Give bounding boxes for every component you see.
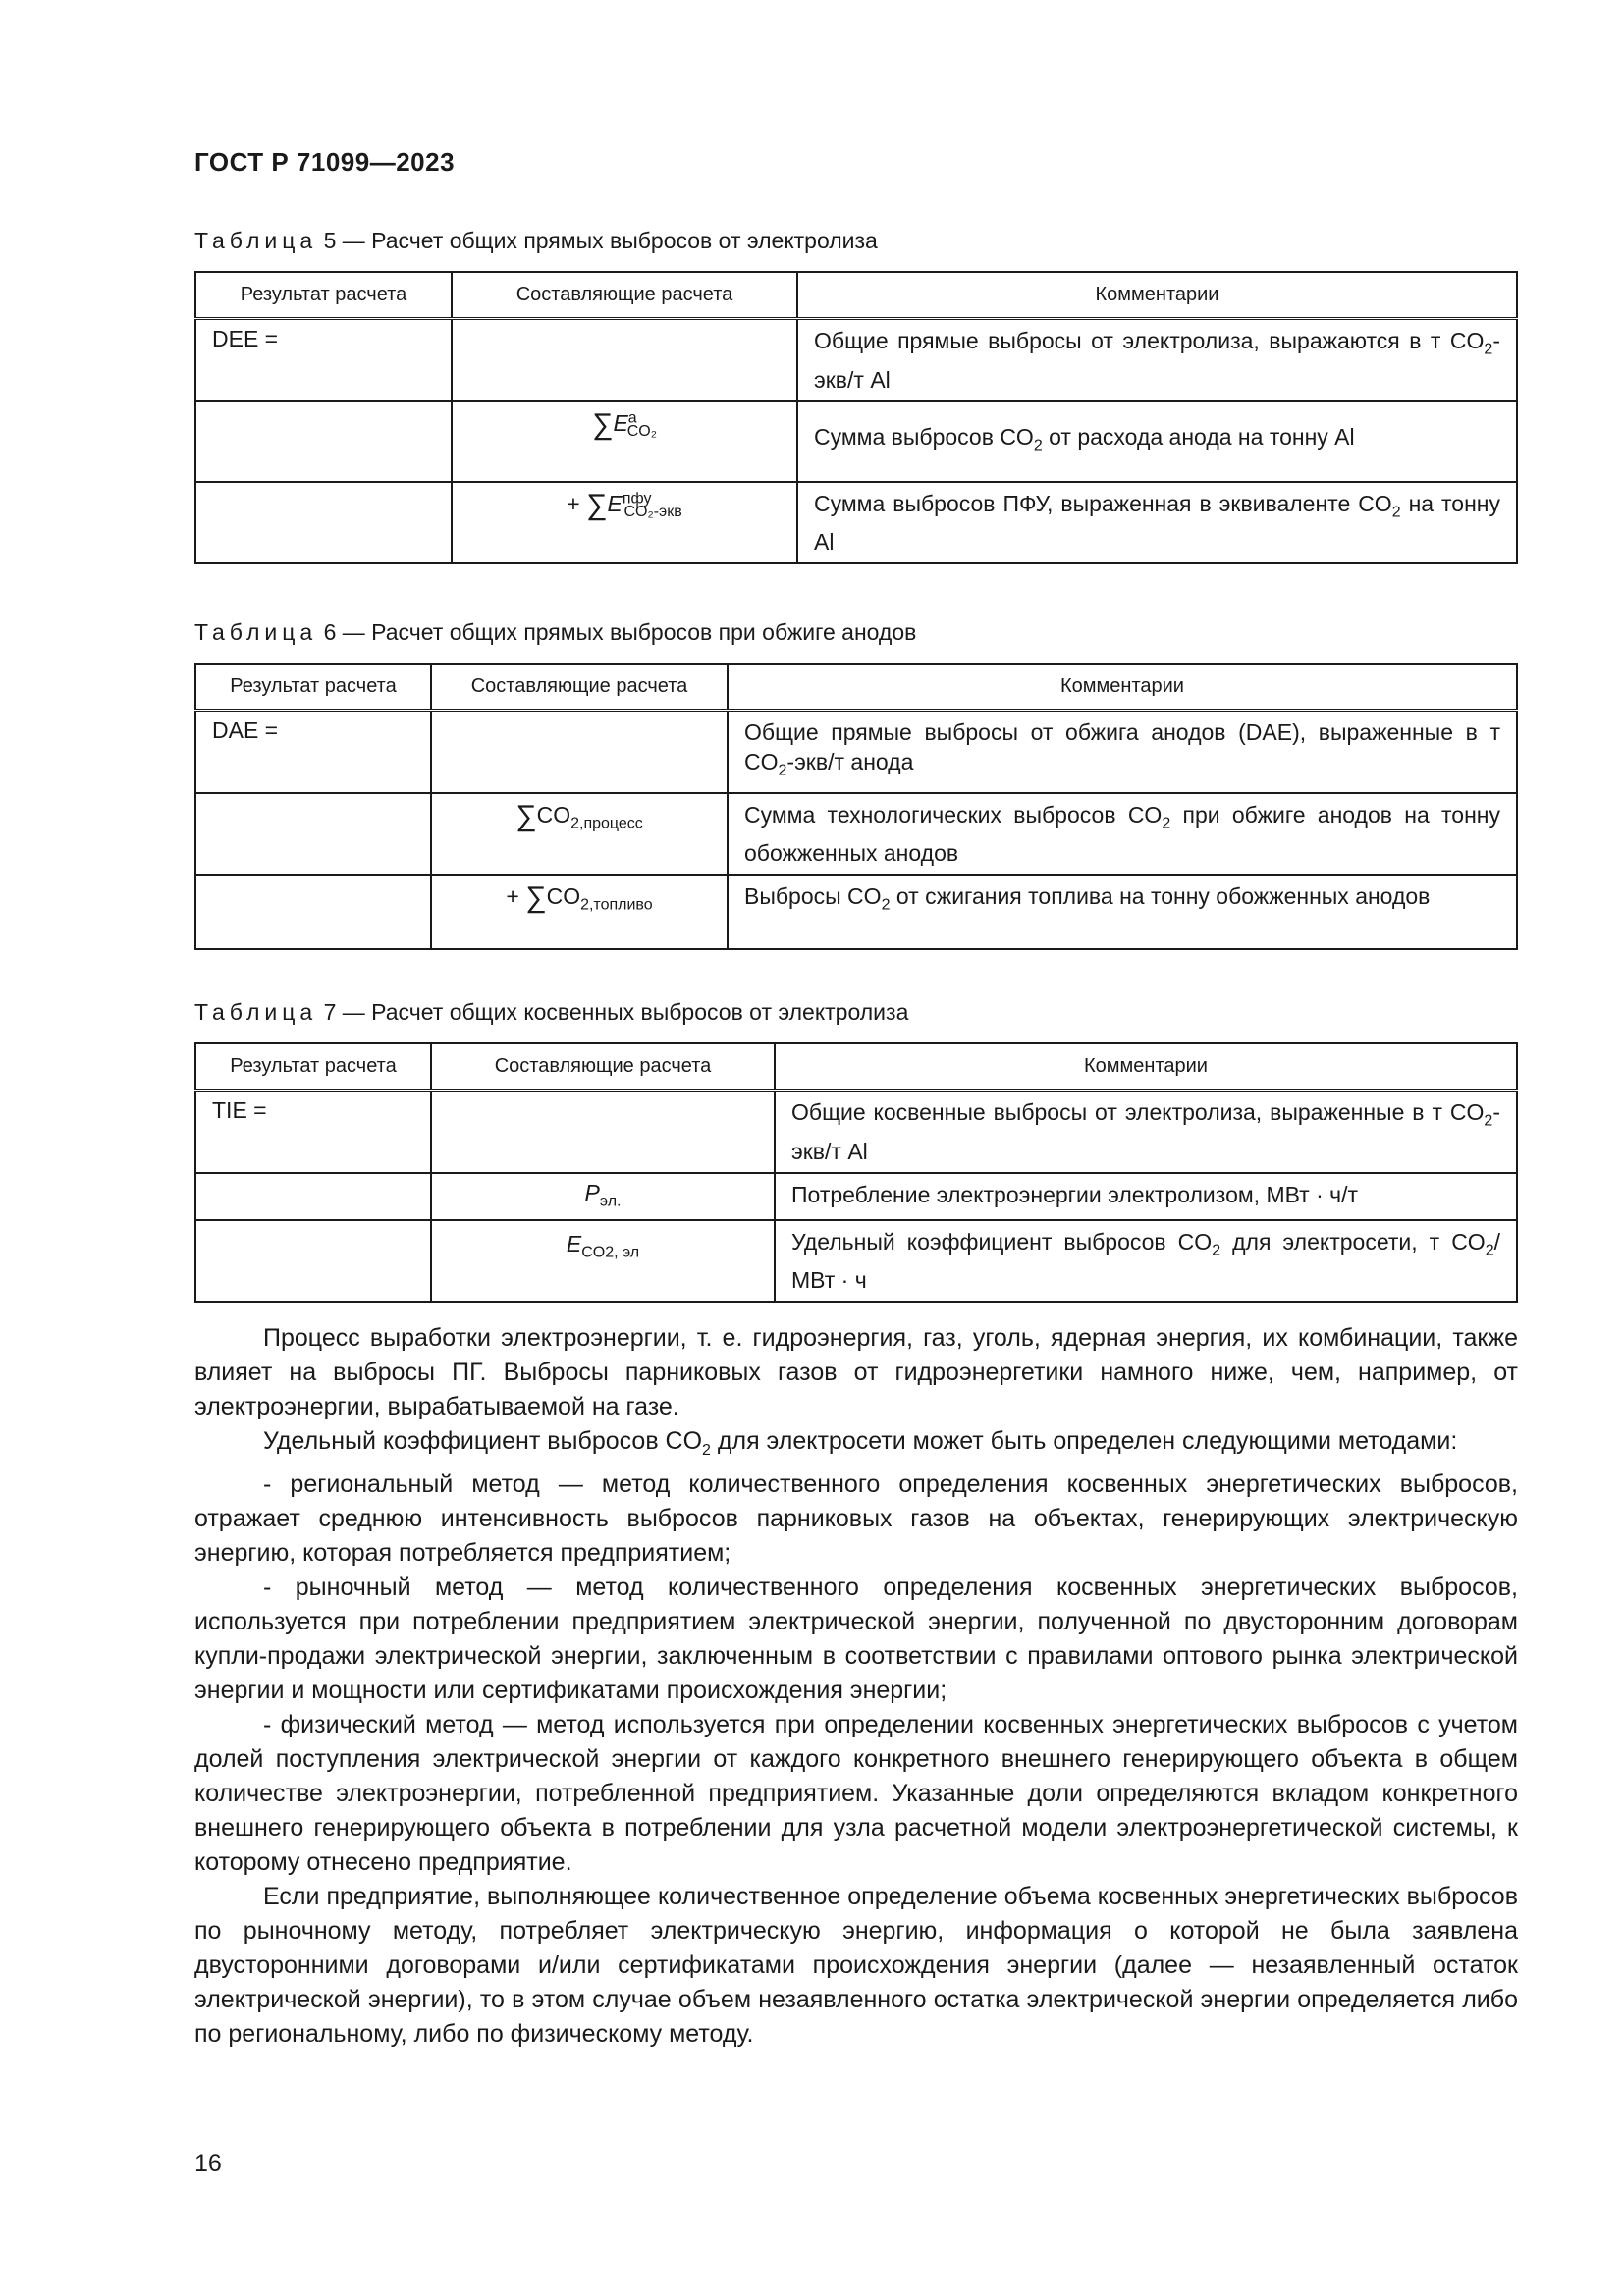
column-header: Результат расчета [195,272,452,319]
comment-cell: Удельный коэффициент выбросов $CO_2$ для электросети, т $CO_2$/МВт · ч [775,1220,1517,1303]
result-cell [195,875,431,949]
table-row [195,401,1517,482]
comment-cell: Общие прямые выбросы от электролиза, выражаются в т $CO_2-экв/т$ Al [797,319,1517,401]
table-5-caption [194,228,878,254]
formula-cell: $P_{эл.}$ [431,1173,775,1220]
table-row [195,482,1517,564]
sum-symbol: ∑ [586,488,608,521]
column-header: Составляющие расчета [452,272,797,319]
table-row [195,711,1517,793]
caption-text: 5 — Расчет общих прямых выбросов от электролиза [317,228,878,253]
table-row [195,1091,1517,1173]
table-header-row [195,1043,1517,1091]
result-cell [195,1220,431,1303]
page-number: 16 [194,2150,222,2177]
comment-cell: Сумма выбросов ПФУ, выраженная в эквиваленте $CO_2$ на тонну Al [797,482,1517,564]
formula-cell: + $\sum CO_{2,топливо}$ [431,875,728,949]
comment-cell: Выбросы $CO_2$ от сжигания топлива на тонну обожженных анодов [728,875,1517,949]
table-row [195,319,1517,401]
result-cell [195,401,452,482]
paragraph: Процесс выработки электроэнергии, т. е. гидроэнергия, газ, уголь, ядерная энергия, их комбинации, также влияет на выбросы ПГ. Выбросы парниковых газов от гидроэнергетики намного ниже, чем, например, от электроэнергии, вырабатываемой на газе. [194,1324,1518,1420]
result-cell [195,482,452,564]
table-row [195,1220,1517,1303]
column-header: Комментарии [728,664,1517,711]
column-header: Составляющие расчета [431,664,728,711]
caption-text: 7 — Расчет общих косвенных выбросов от электролиза [317,999,909,1025]
comment-cell: Общие косвенные выбросы от электролиза, выраженные в т $CO_2-экв/т$ Al [775,1091,1517,1173]
table-header-row [195,664,1517,711]
document-header: ГОСТ Р 71099—2023 [194,147,456,177]
paragraph: Если предприятие, выполняющее количественное определение объема косвенных энергетических выбросов по рыночному методу, потребляет электрическую энергию, информация о которой не была заявлена двусторонними договорами и/или сертификатами происхождения энергии (далее — незаявленный остаток электрической энергии), то в этом случае объем незаявленного остатка электрической энергии определяется либо по региональному, либо по физическому методу. [194,1883,1518,2048]
components-cell [452,319,797,401]
column-header: Комментарии [775,1043,1517,1091]
result-cell: TIE = [195,1091,431,1173]
caption-prefix: Таблица [194,619,318,645]
paragraph: Удельный коэффициент выбросов $CO_2$ для электросети может быть определен следующими методами: [263,1427,1458,1459]
list-item: - региональный метод — метод количественного определения косвенных энергетических выбросов, отражает среднюю интенсивность выбросов парниковых газов на объектах, генерирующих электрическую энергию, которая потребляется предприятием; [194,1470,1518,1567]
table-6-caption [194,619,916,646]
formula-cell: $E_{CO2, эл}$ [431,1220,775,1303]
column-header: Комментарии [797,272,1517,319]
formula-cell: $\sum E^а_{CO_2}$ [452,401,797,482]
table-5 [194,271,1518,564]
comment-cell: Сумма технологических выбросов $CO_2$ при обжиге анодов на тонну обожженных анодов [728,793,1517,876]
caption-prefix: Таблица [194,999,318,1025]
sum-symbol: ∑ [515,799,537,832]
table-row [195,1173,1517,1220]
table-7 [194,1042,1518,1303]
result-cell: DEE = [195,319,452,401]
comment-cell: Общие прямые выбросы от обжига анодов (DAE), выраженные в т $CO_2-экв/т$ анода [728,711,1517,793]
list-item: - рыночный метод — метод количественного определения косвенных энергетических выбросов, используется при потреблении предприятием электрической энергии, полученной по двусторонним договорам купли-продажи электрической энергии, заключенным в соответствии с правилами оптового рынка электрической энергии и мощности или сертификатами происхождения энергии; [194,1574,1518,1704]
formula-cell: $\sum CO_{2,процесс}$ [431,793,728,876]
components-cell [431,711,728,793]
table-6 [194,663,1518,950]
formula-cell: + $\sum E^{пфу}_{CO_2-экв}$ [452,482,797,564]
column-header: Составляющие расчета [431,1043,775,1091]
table-header-row [195,272,1517,319]
table-row [195,793,1517,876]
list-item: - физический метод — метод используется при определении косвенных энергетических выбросов с учетом долей поступления электрической энергии от каждого конкретного внешнего генерирующего объекта в общем количестве электроэнергии, потребленной предприятием. Указанные доли определяются вкладом конкретного внешнего генерирующего объекта в потреблении для узла расчетной модели электроэнергетической системы, к которому отнесено предприятие. [194,1711,1518,1876]
sum-symbol: ∑ [525,881,547,915]
result-cell [195,793,431,876]
comment-cell: Потребление электроэнергии электролизом, МВт · ч/т [775,1173,1517,1220]
table-row [195,875,1517,949]
caption-text: 6 — Расчет общих прямых выбросов при обжиге анодов [317,619,917,645]
table-7-caption [194,999,908,1026]
caption-prefix: Таблица [194,228,318,253]
components-cell [431,1091,775,1173]
result-cell [195,1173,431,1220]
column-header: Результат расчета [195,1043,431,1091]
sum-symbol: ∑ [592,407,614,441]
comment-cell: Сумма выбросов $CO_2$ от расхода анода на тонну Al [797,401,1517,482]
body-text [194,1321,1518,2052]
column-header: Результат расчета [195,664,431,711]
result-cell: DAE = [195,711,431,793]
